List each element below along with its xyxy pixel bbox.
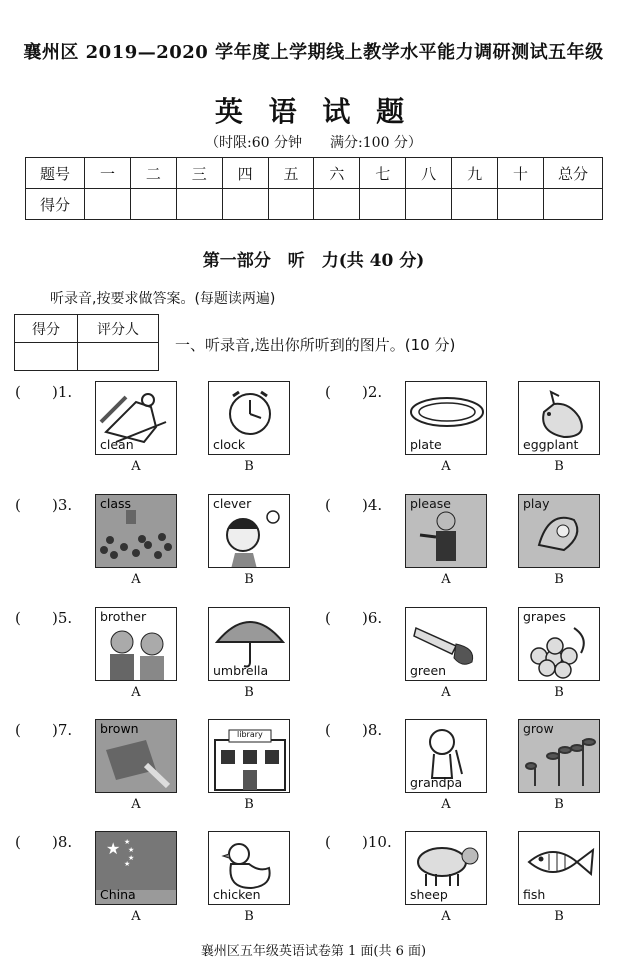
score-cell: 五 xyxy=(268,158,314,189)
picture-option-a[interactable] xyxy=(95,381,177,455)
picture-option-a[interactable] xyxy=(405,494,487,568)
picture-label: clever xyxy=(213,496,252,511)
picture-label: umbrella xyxy=(213,663,269,678)
picture-option-a[interactable] xyxy=(95,607,177,681)
score-entry-cell[interactable] xyxy=(222,189,268,220)
picture-label: chicken xyxy=(213,887,261,902)
option-letter: B xyxy=(244,459,254,474)
option-letter: A xyxy=(441,572,451,587)
option-letter: B xyxy=(554,797,564,812)
option-letter: B xyxy=(554,685,564,700)
question-number: )7. xyxy=(52,721,73,739)
picture-option-a[interactable] xyxy=(405,607,487,681)
answer-bracket[interactable]: ( xyxy=(325,496,331,514)
score-entry-cell[interactable] xyxy=(498,189,544,220)
score-cell: 一 xyxy=(85,158,131,189)
answer-bracket[interactable]: ( xyxy=(15,496,21,514)
score-table-header-row xyxy=(26,158,603,189)
picture-option-a[interactable] xyxy=(95,719,177,793)
picture-label: sheep xyxy=(410,887,448,902)
option-letter: A xyxy=(131,685,141,700)
picture-option-a[interactable] xyxy=(405,831,487,905)
score-cell: 四 xyxy=(222,158,268,189)
grader-name-label: 评分人 xyxy=(78,315,159,343)
picture-option-b[interactable] xyxy=(518,607,600,681)
question-number: )3. xyxy=(52,496,73,514)
picture-option-b[interactable] xyxy=(208,719,290,793)
question-number: )2. xyxy=(362,383,383,401)
option-letter: B xyxy=(554,572,564,587)
option-letter: A xyxy=(441,797,451,812)
picture-label: class xyxy=(100,496,132,511)
option-letter: A xyxy=(441,909,451,924)
svg-text:★: ★ xyxy=(124,860,131,868)
question-number: )4. xyxy=(362,496,383,514)
exam-subtitle: （时限:60 分钟 满分:100 分） xyxy=(205,135,422,151)
score-entry-cell[interactable] xyxy=(130,189,176,220)
grader-name-cell[interactable] xyxy=(78,343,159,371)
part-title: 第一部分 听 力(共 40 分) xyxy=(202,251,425,271)
question-number: )10. xyxy=(362,833,392,851)
option-letter: A xyxy=(131,572,141,587)
option-letter: B xyxy=(244,685,254,700)
picture-option-b[interactable] xyxy=(518,494,600,568)
answer-bracket[interactable]: ( xyxy=(325,721,331,739)
option-letter: A xyxy=(441,459,451,474)
page-footer: 襄州区五年级英语试卷第 1 面(共 6 面) xyxy=(200,944,427,959)
picture-option-b[interactable] xyxy=(518,381,600,455)
option-letter: B xyxy=(244,797,254,812)
option-letter: A xyxy=(441,685,451,700)
picture-label: clean xyxy=(100,437,134,452)
score-cell: 总分 xyxy=(544,158,603,189)
grader-table xyxy=(14,314,159,371)
picture-option-b[interactable] xyxy=(208,494,290,568)
score-cell: 十 xyxy=(498,158,544,189)
option-letter: A xyxy=(131,797,141,812)
picture-option-a[interactable] xyxy=(405,719,487,793)
question-number: )8. xyxy=(52,833,73,851)
picture-label: fish xyxy=(523,887,546,902)
answer-bracket[interactable]: ( xyxy=(325,609,331,627)
score-entry-cell[interactable] xyxy=(360,189,406,220)
option-letter: B xyxy=(554,909,564,924)
score-entry-cell[interactable] xyxy=(176,189,222,220)
picture-label: grapes xyxy=(523,609,566,624)
header-title-line: 襄州区 2019—2020 学年度上学期线上教学水平能力调研测试五年级 xyxy=(23,42,604,63)
option-letter: B xyxy=(244,572,254,587)
section-1-title: 一、听录音,选出你所听到的图片。(10 分) xyxy=(175,336,456,354)
grader-score-cell[interactable] xyxy=(15,343,78,371)
svg-text:★: ★ xyxy=(106,839,121,858)
option-letter: A xyxy=(131,909,141,924)
svg-text:★: ★ xyxy=(128,854,135,862)
score-entry-cell[interactable] xyxy=(314,189,360,220)
picture-option-b[interactable] xyxy=(208,607,290,681)
option-letter: B xyxy=(244,909,254,924)
score-entry-cell[interactable] xyxy=(452,189,498,220)
score-cell: 八 xyxy=(406,158,452,189)
question-number: )1. xyxy=(52,383,73,401)
score-row-label: 得分 xyxy=(26,189,85,220)
picture-option-b[interactable] xyxy=(208,831,290,905)
score-cell: 三 xyxy=(176,158,222,189)
score-cell: 九 xyxy=(452,158,498,189)
listening-instruction: 听录音,按要求做答案。(每题读两遍) xyxy=(50,291,276,307)
answer-bracket[interactable]: ( xyxy=(325,833,331,851)
picture-option-a[interactable] xyxy=(95,831,177,905)
score-entry-cell[interactable] xyxy=(85,189,131,220)
score-entry-cell[interactable] xyxy=(268,189,314,220)
score-cell: 题号 xyxy=(26,158,85,189)
picture-label: play xyxy=(523,496,550,511)
score-cell: 六 xyxy=(314,158,360,189)
picture-label: grandpa xyxy=(410,775,463,790)
question-number: )5. xyxy=(52,609,73,627)
score-table-score-row xyxy=(26,189,603,220)
score-cell: 七 xyxy=(360,158,406,189)
answer-bracket[interactable]: ( xyxy=(15,609,21,627)
score-table xyxy=(25,157,603,220)
picture-label: please xyxy=(410,496,451,511)
score-cell: 二 xyxy=(130,158,176,189)
grader-score-label: 得分 xyxy=(15,315,78,343)
answer-bracket[interactable]: ( xyxy=(15,833,21,851)
picture-label: green xyxy=(410,663,447,678)
score-entry-cell[interactable] xyxy=(406,189,452,220)
answer-bracket[interactable]: ( xyxy=(15,721,21,739)
picture-label: plate xyxy=(410,437,442,452)
score-entry-cell[interactable] xyxy=(544,189,603,220)
picture-label: brown xyxy=(100,721,139,736)
answer-bracket[interactable]: ( xyxy=(325,383,331,401)
picture-label: library xyxy=(237,730,263,739)
question-number: )6. xyxy=(362,609,383,627)
picture-label: brother xyxy=(100,609,147,624)
answer-bracket[interactable]: ( xyxy=(15,383,21,401)
picture-label: clock xyxy=(213,437,246,452)
picture-label: grow xyxy=(523,721,554,736)
picture-label: eggplant xyxy=(523,437,579,452)
picture-option-a[interactable] xyxy=(95,494,177,568)
svg-text:★: ★ xyxy=(128,846,135,854)
svg-text:★: ★ xyxy=(124,838,131,846)
exam-title: 英 语 试 题 xyxy=(214,95,413,128)
picture-option-b[interactable] xyxy=(518,831,600,905)
picture-option-b[interactable] xyxy=(518,719,600,793)
picture-option-b[interactable] xyxy=(208,381,290,455)
picture-label: China xyxy=(100,887,136,902)
option-letter: A xyxy=(131,459,141,474)
option-letter: B xyxy=(554,459,564,474)
question-number: )8. xyxy=(362,721,383,739)
picture-option-a[interactable] xyxy=(405,381,487,455)
